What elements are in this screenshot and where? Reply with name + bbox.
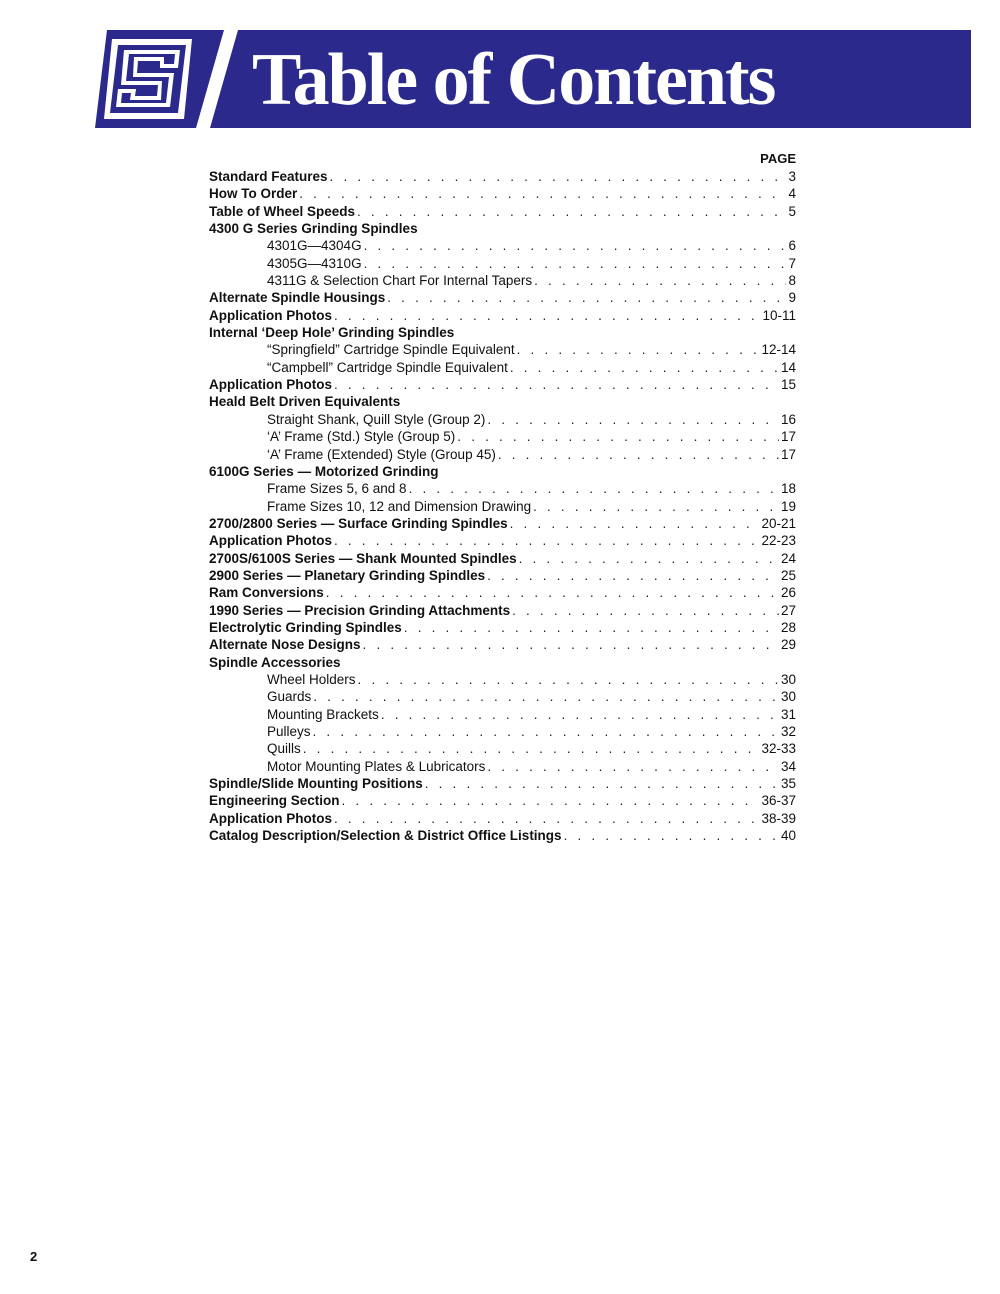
dot-leader xyxy=(334,810,759,827)
toc-entry-page: 27 xyxy=(780,602,796,618)
toc-entry xyxy=(209,619,796,636)
toc-entry-label: 4305G—4310G xyxy=(267,255,362,271)
toc-entry-page: 38-39 xyxy=(761,810,796,826)
toc-entry xyxy=(209,688,796,705)
toc-entry xyxy=(209,168,796,185)
toc-entry-page: 32 xyxy=(780,724,796,739)
toc-entry-label: Straight Shank, Quill Style (Group 2) xyxy=(267,411,486,427)
toc-entry xyxy=(209,550,796,567)
toc-entry-label: Spindle Accessories xyxy=(209,654,341,670)
toc-entry xyxy=(209,341,796,358)
toc-entry xyxy=(209,220,796,237)
toc-entry-label: Ram Conversions xyxy=(209,585,324,601)
toc-entry xyxy=(209,706,796,723)
dot-leader xyxy=(533,498,779,515)
toc-entry-page: 10-11 xyxy=(762,307,796,323)
dot-leader xyxy=(334,307,760,324)
toc-entry-label: Alternate Nose Designs xyxy=(209,637,361,653)
dot-leader xyxy=(358,671,779,688)
toc-entries xyxy=(209,168,796,844)
toc-entry-page: 34 xyxy=(780,758,796,774)
toc-entry-label: Wheel Holders xyxy=(267,671,356,687)
toc-entry-label: Mounting Brackets xyxy=(267,706,379,722)
toc-entry-page: 35 xyxy=(780,776,796,792)
page-number: 2 xyxy=(30,1249,38,1264)
dot-leader xyxy=(517,341,760,358)
toc-entry xyxy=(209,289,796,306)
toc-entry-label: 4301G—4304G xyxy=(267,238,362,254)
toc-entry-page: 20-21 xyxy=(761,515,796,531)
toc-entry xyxy=(209,480,796,497)
toc-entry-label: Frame Sizes 5, 6 and 8 xyxy=(267,481,407,497)
toc-entry xyxy=(209,307,796,324)
dot-leader xyxy=(387,289,786,306)
toc-entry xyxy=(209,428,796,445)
page-column-header: PAGE xyxy=(760,151,796,166)
toc-entry-label: Alternate Spindle Housings xyxy=(209,290,386,306)
toc-entry xyxy=(209,602,796,619)
toc-entry xyxy=(209,723,796,740)
toc-entry-page: 31 xyxy=(780,706,796,722)
toc-entry xyxy=(209,775,796,792)
toc-entry xyxy=(209,532,796,549)
dot-leader xyxy=(425,775,779,792)
dot-leader xyxy=(487,758,779,775)
dot-leader xyxy=(299,185,786,202)
toc-entry-label: Guards xyxy=(267,689,312,705)
dot-leader xyxy=(519,550,779,567)
dot-leader xyxy=(330,168,787,185)
toc-entry xyxy=(209,272,796,289)
dot-leader xyxy=(381,706,779,723)
toc-entry-label: Standard Features xyxy=(209,169,328,184)
toc-entry-page: 12-14 xyxy=(761,342,796,358)
toc-entry xyxy=(209,584,796,601)
toc-entry xyxy=(209,411,796,428)
toc-entry-label: Pulleys xyxy=(267,724,311,739)
toc-entry xyxy=(209,567,796,584)
toc-entry xyxy=(209,446,796,463)
dot-leader xyxy=(363,636,779,653)
dot-leader xyxy=(357,203,786,220)
toc-entry-page: 18 xyxy=(780,481,796,497)
toc-entry-page: 22-23 xyxy=(761,533,796,549)
dot-leader xyxy=(510,359,779,376)
toc-entry xyxy=(209,740,796,757)
dot-leader xyxy=(534,272,786,289)
toc-entry xyxy=(209,827,796,844)
toc-entry-label: “Springfield” Cartridge Spindle Equivalent xyxy=(267,342,515,358)
toc-entry-page: 30 xyxy=(780,671,796,687)
toc-entry xyxy=(209,393,796,410)
toc-entry-label: 2900 Series — Planetary Grinding Spindles xyxy=(209,567,486,583)
dot-leader xyxy=(487,411,779,428)
toc-entry-page: 29 xyxy=(780,637,796,653)
dot-leader xyxy=(326,584,779,601)
toc-entry-label: Catalog Description/Selection & District Office Listings xyxy=(209,828,562,844)
toc-entry xyxy=(209,810,796,827)
dot-leader xyxy=(334,532,759,549)
toc-entry xyxy=(209,237,796,254)
toc-entry-label: Quills xyxy=(267,741,301,757)
toc-entry-label: How To Order xyxy=(209,186,298,202)
toc-entry-label: 4300 G Series Grinding Spindles xyxy=(209,221,418,237)
toc-entry-page: 25 xyxy=(780,567,796,583)
toc-entry-label: “Campbell” Cartridge Spindle Equivalent xyxy=(267,359,508,375)
toc-entry-page: 36-37 xyxy=(761,793,796,809)
toc-entry-label: 4311G & Selection Chart For Internal Tapers xyxy=(267,273,533,289)
company-logo-icon xyxy=(100,35,196,123)
toc-entry xyxy=(209,359,796,376)
toc-entry xyxy=(209,758,796,775)
toc-entry-page: 9 xyxy=(788,290,796,306)
toc-entry xyxy=(209,376,796,393)
dot-leader xyxy=(303,740,760,757)
banner-divider-slash xyxy=(196,30,238,128)
toc-entry-label: 6100G Series — Motorized Grinding xyxy=(209,463,439,479)
toc-entry-label: Table of Wheel Speeds xyxy=(209,203,356,219)
toc-entry-label: Internal ‘Deep Hole’ Grinding Spindles xyxy=(209,325,455,341)
dot-leader xyxy=(512,602,779,619)
dot-leader xyxy=(334,376,779,393)
dot-leader xyxy=(342,792,760,809)
toc-entry xyxy=(209,463,796,480)
toc-entry-page: 6 xyxy=(788,238,796,254)
dot-leader xyxy=(510,515,760,532)
toc-entry-label: ‘A’ Frame (Extended) Style (Group 45) xyxy=(267,446,496,462)
dot-leader xyxy=(313,688,779,705)
dot-leader xyxy=(498,446,779,463)
dot-leader xyxy=(487,567,779,584)
dot-leader xyxy=(364,255,787,272)
toc-entry-page: 7 xyxy=(788,255,796,271)
toc-entry-label: Frame Sizes 10, 12 and Dimension Drawing xyxy=(267,498,532,514)
toc-entry-page: 19 xyxy=(780,498,796,514)
toc-entry-label: ‘A’ Frame (Std.) Style (Group 5) xyxy=(267,429,456,445)
toc-entry-label: Heald Belt Driven Equivalents xyxy=(209,394,401,410)
toc-entry-label: Motor Mounting Plates & Lubricators xyxy=(267,758,486,774)
toc-entry-page: 32-33 xyxy=(761,741,796,757)
toc-entry-page: 17 xyxy=(780,429,796,445)
toc-entry-label: Application Photos xyxy=(209,307,332,323)
dot-leader xyxy=(404,619,779,636)
table-of-contents xyxy=(209,150,796,844)
dot-leader xyxy=(409,480,779,497)
toc-entry-page: 24 xyxy=(780,550,796,566)
toc-entry-label: 2700/2800 Series — Surface Grinding Spindles xyxy=(209,515,508,531)
dot-leader xyxy=(564,827,779,844)
toc-entry xyxy=(209,255,796,272)
toc-entry xyxy=(209,498,796,515)
toc-entry-label: Application Photos xyxy=(209,377,332,393)
toc-entry xyxy=(209,654,796,671)
toc-entry xyxy=(209,185,796,202)
toc-entry-label: Application Photos xyxy=(209,810,332,826)
toc-entry xyxy=(209,636,796,653)
toc-entry-label: Application Photos xyxy=(209,533,332,549)
toc-entry-label: Engineering Section xyxy=(209,793,340,809)
toc-entry-page: 16 xyxy=(780,411,796,427)
toc-entry-page: 28 xyxy=(780,619,796,635)
toc-entry-label: Spindle/Slide Mounting Positions xyxy=(209,776,423,792)
toc-entry xyxy=(209,324,796,341)
toc-entry-page: 17 xyxy=(780,446,796,462)
toc-entry xyxy=(209,671,796,688)
toc-entry-page: 3 xyxy=(788,169,796,184)
toc-entry-page: 8 xyxy=(788,273,796,289)
toc-entry-label: Electrolytic Grinding Spindles xyxy=(209,619,402,635)
toc-entry xyxy=(209,792,796,809)
toc-entry xyxy=(209,203,796,220)
toc-entry-page: 4 xyxy=(788,186,796,202)
toc-entry-page: 15 xyxy=(780,377,796,393)
page-title: Table of Contents xyxy=(252,39,775,121)
toc-entry-label: 1990 Series — Precision Grinding Attachments xyxy=(209,602,511,618)
toc-entry-page: 40 xyxy=(780,828,796,844)
toc-entry-page: 26 xyxy=(780,585,796,601)
dot-leader xyxy=(457,428,779,445)
dot-leader xyxy=(364,237,787,254)
dot-leader xyxy=(313,723,779,740)
toc-entry xyxy=(209,515,796,532)
toc-entry-page: 14 xyxy=(780,359,796,375)
toc-entry-label: 2700S/6100S Series — Shank Mounted Spindles xyxy=(209,550,517,566)
toc-entry-page: 30 xyxy=(780,689,796,705)
toc-entry-page: 5 xyxy=(788,203,796,219)
